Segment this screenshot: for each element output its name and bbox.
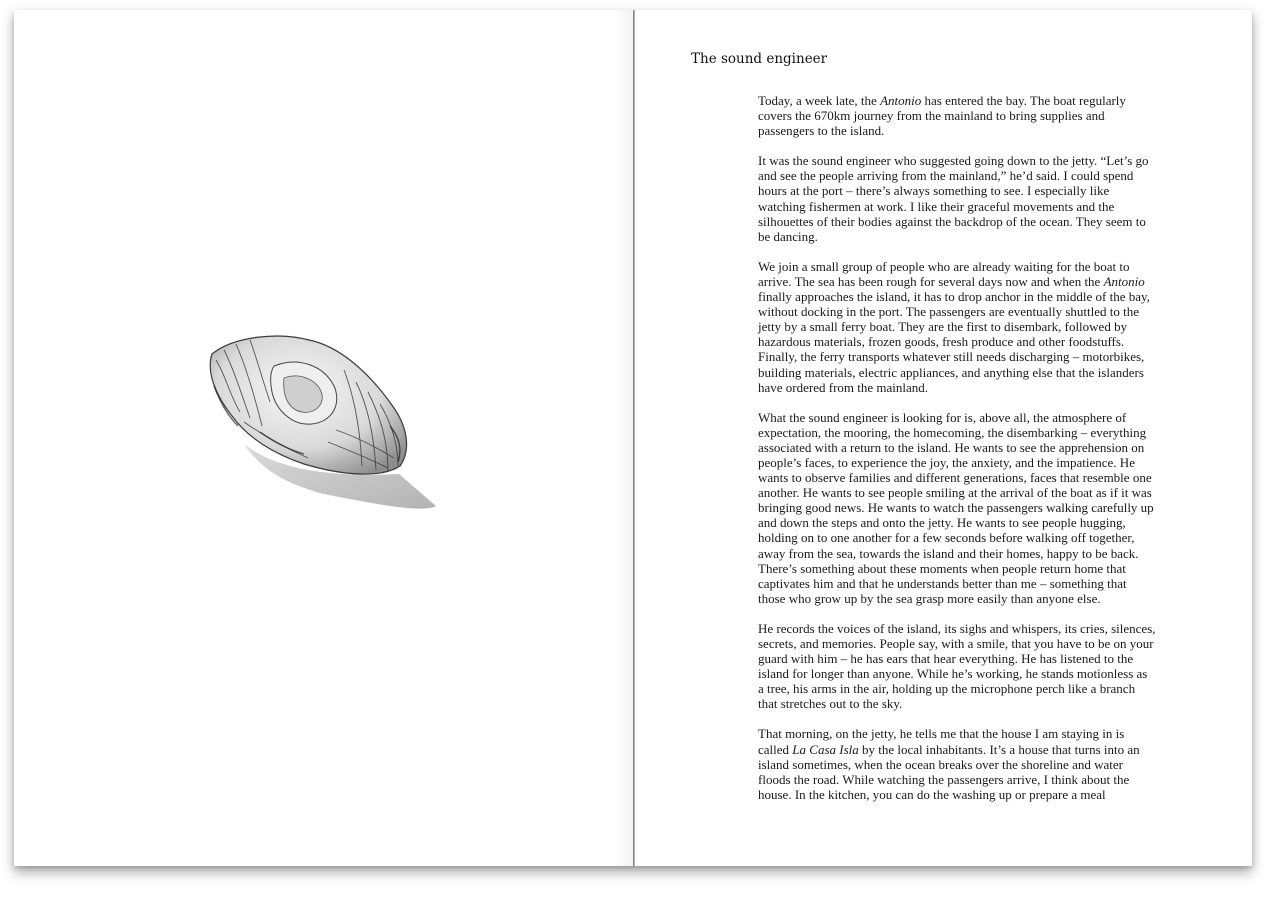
body-paragraph <box>758 153 1156 244</box>
left-page <box>14 10 633 866</box>
body-paragraph <box>758 93 1156 138</box>
paragraph-text: What the sound engineer is looking for is, above all, the atmosphere of expectation, the mooring, the homecoming, the disembarking – everything associated with a return to the island. He wants to see the apprehension on people’s faces, to experience the joy, the anxiety, and the impatience. He wants to observe families and different generations, faces that resemble one another. He wants to see people smiling at the arrival of the boat as if it was bringing good news. He wants to watch the passengers walking carefully up and down the steps and onto the jetty. He wants to see people hugging, holding on to one another for a few seconds before walking off together, away from the sea, towards the island and their homes, happy to be back. There’s something about these moments when people return home that captivates him and that he understands better than me – something that those who grow up by the sea grasp more easily than anyone else. <box>758 409 1154 606</box>
paragraph-text: by the local inhabitants. It’s a house that turns into an island sometimes, when the ocean breaks over the shoreline and water floods the road. While watching the passengers arrive, I think about the house. In the kitchen, you can do the washing up or prepare a meal <box>758 741 1140 802</box>
paragraph-text: has entered the bay. The boat regularly covers the 670km journey from the mainland to bring supplies and passengers to the island. <box>758 93 1126 139</box>
right-page <box>635 10 1252 866</box>
seashell-illustration <box>204 326 454 526</box>
paragraph-text: We join a small group of people who are already waiting for the boat to arrive. The sea has been rough for several days now and when the <box>758 258 1130 289</box>
body-paragraph <box>758 259 1156 395</box>
italic-title-text: La Casa Isla <box>792 741 859 757</box>
paragraph-text: He records the voices of the island, its sighs and whispers, its cries, silences, secrets, and memories. People say, with a smile, that you have to be on your guard with him – he has ears that hear everything. He has listened to the island for longer than anyone. While he’s working, he stands motionless as a tree, his arms in the air, holding up the microphone perch like a branch that stretches out to the sky. <box>758 620 1156 712</box>
paragraph-text: finally approaches the island, it has to drop anchor in the middle of the bay, without docking in the port. The passengers are eventually shuttled to the jetty by a small ferry boat. They are the first to disembark, followed by hazardous materials, frozen goods, fresh produce and other foodstuffs. Finally, the ferry transports whatever still needs discharging – motorbikes, building materials, electric appliances, and anything else that the islanders have ordered from the mainland. <box>758 289 1150 395</box>
paragraph-text: Today, a week late, the <box>758 93 881 108</box>
chapter-title: The sound engineer <box>691 51 828 67</box>
chapter-body <box>758 93 1156 817</box>
paragraph-text: It was the sound engineer who suggested going down to the jetty. “Let’s go and see the people arriving from the mainland,” he’d said. I could spend hours at the port – there’s always something to see. I especially like watching fishermen at work. I like their graceful movements and the silhouettes of their bodies against the backdrop of the ocean. They seem to be dancing. <box>758 153 1149 244</box>
italic-title-text: Antonio <box>880 93 922 108</box>
paragraph-text: That morning, on the jetty, he tells me that the house I am staying in is called <box>758 726 1125 757</box>
italic-title-text: Antonio <box>1103 273 1145 289</box>
body-paragraph <box>758 726 1156 801</box>
body-paragraph <box>758 410 1156 606</box>
book-spread <box>14 10 1252 866</box>
body-paragraph <box>758 621 1156 712</box>
